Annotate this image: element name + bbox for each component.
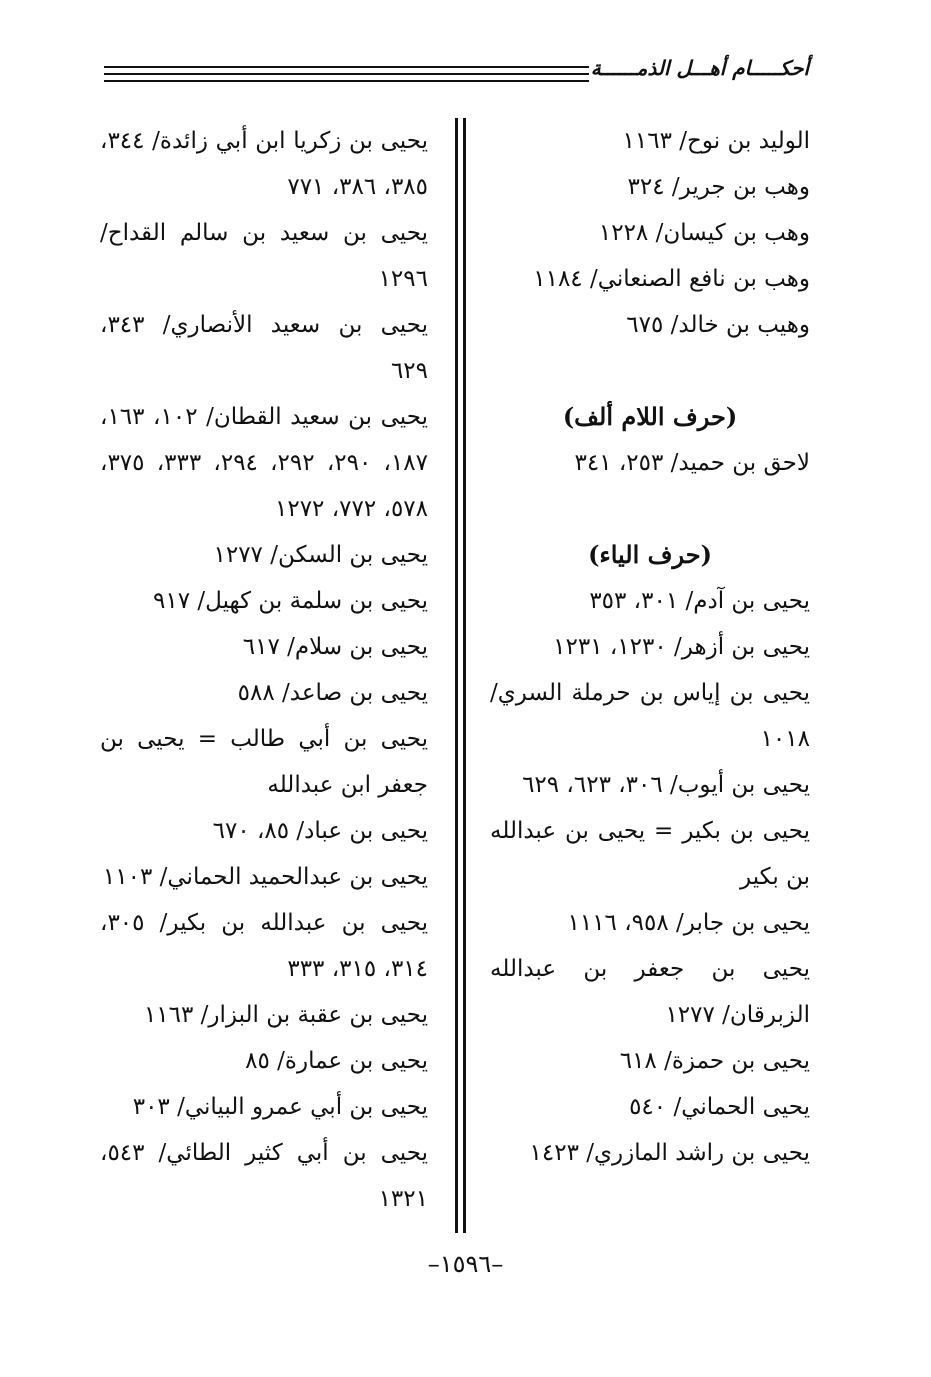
index-entry: الوليد بن نوح/ ١١٦٣ (622, 128, 810, 154)
section-gap (490, 348, 810, 394)
running-header-title: أحكـــــام أهـــل الذمــــــة (590, 56, 809, 80)
index-entry: يحيى بن عقبة بن البزار/ ١١٦٣ (143, 1002, 428, 1028)
index-entry: يحيى بن زكريا ابن أبي زائدة/ ٣٤٤، ٣٨٥، ٣٨٦، ٧٧١ (100, 128, 428, 200)
index-entry: لاحق بن حميد/ ٢٥٣، ٣٤١ (574, 450, 810, 476)
index-entry: وهيب بن خالد/ ٦٧٥ (626, 312, 810, 338)
column-divider (463, 118, 466, 1233)
index-entry: يحيى بن أبي طالب = يحيى بن جعفر ابن عبدالله (100, 726, 428, 798)
index-entry: يحيى بن سعيد القطان/ ١٠٢، ١٦٣، ١٨٧، ٢٩٠، ٢٩٢، ٢٩٤، ٣٣٣، ٣٧٥، ٥٧٨، ٧٧٢، ١٢٧٢ (100, 404, 428, 522)
index-entry: يحيى بن السكن/ ١٢٧٧ (213, 542, 428, 568)
index-entry: يحيى بن عمارة/ ٨٥ (245, 1048, 428, 1074)
index-entry: وهب بن كيسان/ ١٢٢٨ (598, 220, 810, 246)
index-entry: يحيى بن أزهر/ ١٢٣٠، ١٢٣١ (553, 634, 810, 660)
page-number: –١٥٩٦– (427, 1250, 504, 1278)
index-entry: يحيى بن سلمة بن كهيل/ ٩١٧ (153, 588, 428, 614)
section-heading-ya: (حرف الياء) (588, 540, 712, 569)
header-rule (104, 66, 589, 68)
index-entry: يحيى بن عباد/ ٨٥، ٦٧٠ (212, 818, 428, 844)
index-entry: يحيى بن بكير = يحيى بن عبدالله بن بكير (490, 818, 810, 890)
column-divider (455, 118, 458, 1233)
index-entry: يحيى بن جعفر بن عبدالله الزبرقان/ ١٢٧٧ (490, 956, 810, 1028)
index-entry: يحيى بن أبي عمرو البياني/ ٣٠٣ (132, 1094, 428, 1120)
index-entry: يحيى بن أيوب/ ٣٠٦، ٦٢٣، ٦٢٩ (522, 772, 810, 798)
index-entry: يحيى بن سعيد بن سالم القداح/ ١٢٩٦ (100, 220, 428, 292)
index-entry: يحيى بن راشد المازري/ ١٤٢٣ (529, 1140, 810, 1166)
index-column-right (490, 118, 810, 1176)
index-entry: يحيى بن صاعد/ ٥٨٨ (237, 680, 428, 706)
index-entry: يحيى بن سلام/ ٦١٧ (242, 634, 428, 660)
header-rule (104, 80, 589, 82)
index-entry: وهب بن نافع الصنعاني/ ١١٨٤ (533, 266, 810, 292)
index-entry: يحيى بن عبدالله بن بكير/ ٣٠٥، ٣١٤، ٣١٥، ٣٣٣ (100, 910, 428, 982)
header-rule (104, 73, 589, 75)
index-entry: يحيى الحماني/ ٥٤٠ (629, 1094, 810, 1120)
index-entry: يحيى بن جابر/ ٩٥٨، ١١١٦ (567, 910, 810, 936)
index-entry: يحيى بن عبدالحميد الحماني/ ١١٠٣ (102, 864, 428, 890)
index-entry: يحيى بن إياس بن حرملة السري/ ١٠١٨ (490, 680, 810, 752)
index-entry: يحيى بن أبي كثير الطائي/ ٥٤٣، ١٣٢١ (100, 1140, 428, 1212)
index-entry: يحيى بن حمزة/ ٦١٨ (619, 1048, 810, 1074)
index-column-left (100, 118, 428, 1222)
section-gap (490, 486, 810, 532)
index-entry: يحيى بن سعيد الأنصاري/ ٣٤٣، ٦٢٩ (100, 312, 428, 384)
index-entry: وهب بن جرير/ ٣٢٤ (627, 174, 810, 200)
section-heading-lam-alif: (حرف اللام ألف) (562, 402, 738, 431)
index-entry: يحيى بن آدم/ ٣٠١، ٣٥٣ (589, 588, 810, 614)
